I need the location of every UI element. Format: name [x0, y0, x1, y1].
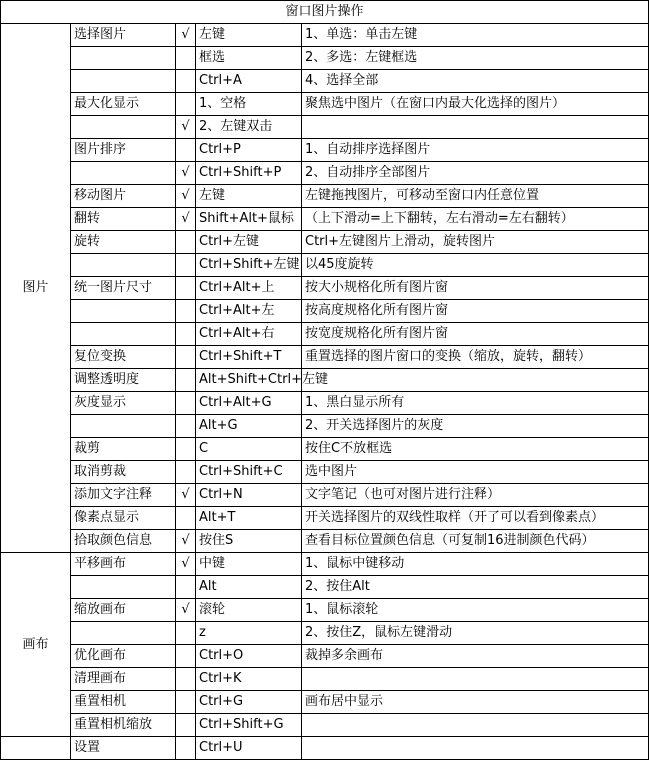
description-cell	[302, 668, 649, 691]
checkmark-cell: √	[176, 530, 196, 553]
shortcut-key-cell: Ctrl+Alt+左	[196, 300, 302, 323]
checkmark-cell	[176, 461, 196, 484]
description-cell: 1、黑白显示所有	[302, 392, 649, 415]
operation-name-cell	[71, 622, 176, 645]
checkmark-cell	[176, 645, 196, 668]
shortcut-key-cell: Alt+G	[196, 415, 302, 438]
table-row	[1, 93, 649, 116]
title-row	[1, 1, 649, 24]
description-cell: 2、按住Z，鼠标左键滑动	[302, 622, 649, 645]
shortcut-key-cell: Ctrl+U	[196, 737, 302, 760]
category-cell	[1, 737, 71, 760]
shortcut-key-cell: Alt+T	[196, 507, 302, 530]
table-row	[1, 714, 649, 737]
table-row	[1, 668, 649, 691]
description-cell: 2、多选：左键框选	[302, 47, 649, 70]
checkmark-cell	[176, 277, 196, 300]
checkmark-cell: √	[176, 24, 196, 47]
operation-name-cell: 取消剪裁	[71, 461, 176, 484]
description-cell: 按住C不放框选	[302, 438, 649, 461]
table-row	[1, 645, 649, 668]
operation-name-cell: 裁剪	[71, 438, 176, 461]
description-cell: 选中图片	[302, 461, 649, 484]
shortcut-key-cell: C	[196, 438, 302, 461]
description-cell: 文字笔记（也可对图片进行注释）	[302, 484, 649, 507]
description-cell: 左键拖拽图片，可移动至窗口内任意位置	[302, 185, 649, 208]
checkmark-cell	[176, 691, 196, 714]
table-row	[1, 369, 649, 392]
checkmark-cell: √	[176, 599, 196, 622]
table-row	[1, 323, 649, 346]
operation-name-cell: 优化画布	[71, 645, 176, 668]
description-cell: 1、自动排序选择图片	[302, 139, 649, 162]
description-cell	[302, 714, 649, 737]
shortcut-key-cell: Ctrl+Shift+T	[196, 346, 302, 369]
table-row	[1, 277, 649, 300]
checkmark-cell	[176, 139, 196, 162]
table-row	[1, 300, 649, 323]
operation-name-cell: 缩放画布	[71, 599, 176, 622]
checkmark-cell	[176, 300, 196, 323]
description-cell	[302, 737, 649, 760]
description-cell: 2、按住Alt	[302, 576, 649, 599]
table-row	[1, 185, 649, 208]
shortcut-key-cell: Ctrl+N	[196, 484, 302, 507]
table-row	[1, 392, 649, 415]
table-row	[1, 484, 649, 507]
description-cell: 按宽度规格化所有图片窗	[302, 323, 649, 346]
table-row	[1, 47, 649, 70]
checkmark-cell	[176, 576, 196, 599]
checkmark-cell	[176, 737, 196, 760]
description-cell: 开关选择图片的双线性取样（开了可以看到像素点）	[302, 507, 649, 530]
table-row	[1, 415, 649, 438]
operation-name-cell: 灰度显示	[71, 392, 176, 415]
table-row	[1, 461, 649, 484]
description-cell: Ctrl+左键图片上滑动，旋转图片	[302, 231, 649, 254]
operation-name-cell: 像素点显示	[71, 507, 176, 530]
table-row	[1, 24, 649, 47]
table-row	[1, 737, 649, 760]
shortcut-key-cell: 左键	[196, 185, 302, 208]
shortcut-key-cell: Ctrl+Alt+右	[196, 323, 302, 346]
operation-name-cell: 选择图片	[71, 24, 176, 47]
description-cell: 2、自动排序全部图片	[302, 162, 649, 185]
table-row	[1, 162, 649, 185]
shortcut-key-cell: Ctrl+Shift+C	[196, 461, 302, 484]
shortcut-key-cell: 中键	[196, 553, 302, 576]
operation-name-cell	[71, 116, 176, 139]
checkmark-cell	[176, 47, 196, 70]
operation-name-cell: 拾取颜色信息	[71, 530, 176, 553]
checkmark-cell	[176, 346, 196, 369]
operation-name-cell	[71, 254, 176, 277]
shortcut-key-cell: 滚轮	[196, 599, 302, 622]
checkmark-cell: √	[176, 162, 196, 185]
shortcut-key-cell: Ctrl+P	[196, 139, 302, 162]
description-cell: 聚焦选中图片（在窗口内最大化选择的图片）	[302, 93, 649, 116]
shortcut-key-cell: Ctrl+Shift+P	[196, 162, 302, 185]
checkmark-cell: √	[176, 185, 196, 208]
operation-name-cell: 统一图片尺寸	[71, 277, 176, 300]
operation-name-cell: 清理画布	[71, 668, 176, 691]
shortcut-key-cell: Ctrl+左键	[196, 231, 302, 254]
description-cell	[302, 116, 649, 139]
operation-name-cell: 平移画布	[71, 553, 176, 576]
description-cell: 按大小规格化所有图片窗	[302, 277, 649, 300]
operation-name-cell: 调整透明度	[71, 369, 176, 392]
checkmark-cell	[176, 415, 196, 438]
table-row	[1, 622, 649, 645]
shortcut-key-cell: Ctrl+O	[196, 645, 302, 668]
shortcut-key-cell: Ctrl+Alt+上	[196, 277, 302, 300]
table-row	[1, 116, 649, 139]
table-row	[1, 553, 649, 576]
description-cell: 2、开关选择图片的灰度	[302, 415, 649, 438]
description-cell: 重置选择的图片窗口的变换（缩放，旋转，翻转）	[302, 346, 649, 369]
table-title: 窗口图片操作	[1, 1, 649, 24]
checkmark-cell	[176, 668, 196, 691]
table-row	[1, 530, 649, 553]
shortcut-key-cell: Alt	[196, 576, 302, 599]
operation-name-cell	[71, 300, 176, 323]
shortcut-key-cell: Alt+Shift+Ctrl+左键	[196, 369, 302, 392]
shortcut-key-cell: z	[196, 622, 302, 645]
operation-name-cell	[71, 162, 176, 185]
operation-name-cell: 翻转	[71, 208, 176, 231]
operation-name-cell	[71, 576, 176, 599]
operation-name-cell: 添加文字注释	[71, 484, 176, 507]
shortcut-key-cell: 框选	[196, 47, 302, 70]
shortcut-key-cell: Ctrl+K	[196, 668, 302, 691]
description-cell	[302, 369, 649, 392]
checkmark-cell	[176, 93, 196, 116]
table-row	[1, 70, 649, 93]
checkmark-cell	[176, 438, 196, 461]
checkmark-cell	[176, 369, 196, 392]
operation-name-cell	[71, 47, 176, 70]
checkmark-cell	[176, 254, 196, 277]
description-cell: 按高度规格化所有图片窗	[302, 300, 649, 323]
category-cell: 图片	[1, 24, 71, 553]
table-row	[1, 507, 649, 530]
shortcut-key-cell: 1、空格	[196, 93, 302, 116]
operation-name-cell: 设置	[71, 737, 176, 760]
shortcut-key-cell: 左键	[196, 24, 302, 47]
table-row	[1, 254, 649, 277]
checkmark-cell: √	[176, 208, 196, 231]
checkmark-cell	[176, 70, 196, 93]
description-cell: 画布居中显示	[302, 691, 649, 714]
operation-name-cell	[71, 70, 176, 93]
shortcut-key-cell: Ctrl+Shift+G	[196, 714, 302, 737]
checkmark-cell	[176, 392, 196, 415]
operation-name-cell: 重置相机	[71, 691, 176, 714]
shortcut-key-cell: Ctrl+Alt+G	[196, 392, 302, 415]
checkmark-cell	[176, 714, 196, 737]
shortcut-key-cell: Ctrl+G	[196, 691, 302, 714]
table-row	[1, 438, 649, 461]
operation-name-cell: 旋转	[71, 231, 176, 254]
operation-name-cell	[71, 323, 176, 346]
description-cell: 裁掉多余画布	[302, 645, 649, 668]
description-cell: 1、鼠标滚轮	[302, 599, 649, 622]
table-row	[1, 691, 649, 714]
checkmark-cell: √	[176, 553, 196, 576]
operation-name-cell: 复位变换	[71, 346, 176, 369]
shortcut-key-cell: 按住S	[196, 530, 302, 553]
shortcut-key-cell: Shift+Alt+鼠标	[196, 208, 302, 231]
description-cell: 1、单选：单击左键	[302, 24, 649, 47]
shortcut-key-cell: Ctrl+Shift+左键	[196, 254, 302, 277]
description-cell: 查看目标位置颜色信息（可复制16进制颜色代码）	[302, 530, 649, 553]
shortcut-key-cell: 2、左键双击	[196, 116, 302, 139]
table-row	[1, 139, 649, 162]
table-row	[1, 231, 649, 254]
description-cell: 4、选择全部	[302, 70, 649, 93]
operation-name-cell: 重置相机缩放	[71, 714, 176, 737]
table-row	[1, 346, 649, 369]
description-cell: （上下滑动=上下翻转，左右滑动=左右翻转）	[302, 208, 649, 231]
checkmark-cell	[176, 323, 196, 346]
checkmark-cell	[176, 622, 196, 645]
category-cell: 画布	[1, 553, 71, 737]
operation-name-cell: 移动图片	[71, 185, 176, 208]
table-row	[1, 576, 649, 599]
description-cell: 1、鼠标中键移动	[302, 553, 649, 576]
checkmark-cell	[176, 507, 196, 530]
checkmark-cell: √	[176, 116, 196, 139]
table-row	[1, 599, 649, 622]
shortcut-key-cell: Ctrl+A	[196, 70, 302, 93]
description-cell: 以45度旋转	[302, 254, 649, 277]
checkmark-cell	[176, 231, 196, 254]
operation-name-cell: 最大化显示	[71, 93, 176, 116]
operation-name-cell	[71, 415, 176, 438]
operation-name-cell: 图片排序	[71, 139, 176, 162]
checkmark-cell: √	[176, 484, 196, 507]
table-row	[1, 208, 649, 231]
